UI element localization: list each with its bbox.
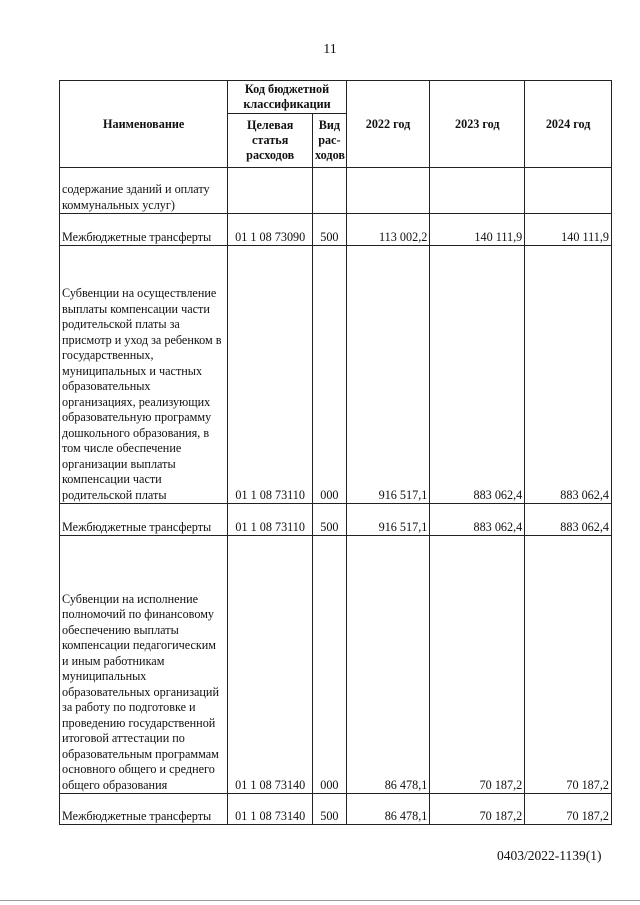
row-2024 [525, 168, 612, 214]
document-code: 0403/2022-1139(1) [497, 848, 602, 863]
table-row [60, 794, 612, 825]
header-2024: 2024 год [525, 81, 612, 168]
row-name: содержание зданий и оплату коммунальных услуг) [60, 168, 228, 214]
page-number: 11 [323, 42, 337, 57]
row-type: 000 [313, 536, 347, 794]
table-row [60, 214, 612, 246]
row-name: Межбюджетные трансферты [60, 504, 228, 536]
header-2022: 2022 год [346, 81, 430, 168]
header-expense-type: Вид рас-ходов [313, 114, 347, 168]
row-name: Межбюджетные трансферты [60, 214, 228, 246]
row-2024: 70 187,2 [525, 536, 612, 794]
row-type [313, 168, 347, 214]
row-2023: 70 187,2 [430, 536, 525, 794]
row-2022: 86 478,1 [346, 794, 430, 825]
row-2022: 86 478,1 [346, 536, 430, 794]
header-name: Наименование [60, 81, 228, 168]
row-2023: 70 187,2 [430, 794, 525, 825]
row-name: Субвенции на исполнение полномочий по финансовому обеспечению выплаты компенсации педагогическим и иным работникам муниципальных образовательных организаций за работу по подготовке и проведению государственной итоговой аттестации по образовательным программам основного общего и среднего общего образования [60, 536, 228, 794]
row-name: Межбюджетные трансферты [60, 794, 228, 825]
row-2023: 883 062,4 [430, 504, 525, 536]
row-type: 500 [313, 504, 347, 536]
budget-table [59, 80, 612, 825]
row-type: 500 [313, 214, 347, 246]
row-code: 01 1 08 73110 [228, 246, 313, 504]
row-2024: 883 062,4 [525, 504, 612, 536]
header-target-item: Целевая статья расходов [228, 114, 313, 168]
row-code: 01 1 08 73110 [228, 504, 313, 536]
row-code: 01 1 08 73090 [228, 214, 313, 246]
row-2024: 70 187,2 [525, 794, 612, 825]
table-row [60, 536, 612, 794]
row-2022: 916 517,1 [346, 504, 430, 536]
row-2024: 883 062,4 [525, 246, 612, 504]
row-code: 01 1 08 73140 [228, 536, 313, 794]
row-2022: 113 002,2 [346, 214, 430, 246]
row-2022: 916 517,1 [346, 246, 430, 504]
row-2023: 883 062,4 [430, 246, 525, 504]
row-type: 000 [313, 246, 347, 504]
row-name: Субвенции на осуществление выплаты компенсации части родительской платы за присмотр и уход за ребенком в государственных, муниципальных и частных образовательных организациях, реализующих образовательную программу дошкольного образования, в том числе обеспечение организации выплаты компенсации части родительской платы [60, 246, 228, 504]
scan-edge-divider [0, 900, 640, 901]
row-2023: 140 111,9 [430, 214, 525, 246]
table-row [60, 504, 612, 536]
row-2024: 140 111,9 [525, 214, 612, 246]
header-2023: 2023 год [430, 81, 525, 168]
header-budget-code: Код бюджетной классификации [228, 81, 346, 114]
row-type: 500 [313, 794, 347, 825]
row-code [228, 168, 313, 214]
row-2023 [430, 168, 525, 214]
table-row [60, 246, 612, 504]
row-2022 [346, 168, 430, 214]
table-row [60, 168, 612, 214]
row-code: 01 1 08 73140 [228, 794, 313, 825]
